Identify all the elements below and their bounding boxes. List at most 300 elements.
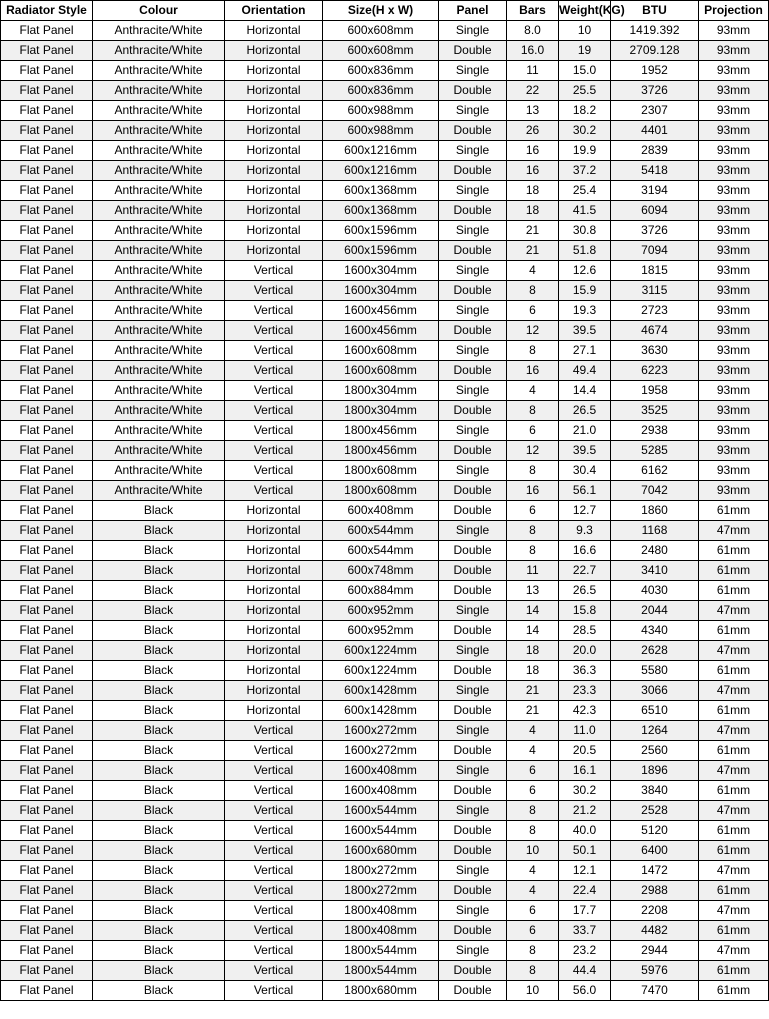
cell-panel: Single — [439, 61, 507, 81]
cell-style: Flat Panel — [1, 521, 93, 541]
cell-weight: 30.4 — [559, 461, 611, 481]
cell-btu: 5418 — [611, 161, 699, 181]
cell-btu: 6223 — [611, 361, 699, 381]
cell-weight: 30.2 — [559, 781, 611, 801]
table-row — [1, 781, 769, 801]
cell-style: Flat Panel — [1, 601, 93, 621]
cell-size: 600x988mm — [323, 101, 439, 121]
cell-size: 1800x456mm — [323, 441, 439, 461]
cell-btu: 4482 — [611, 921, 699, 941]
cell-weight: 22.7 — [559, 561, 611, 581]
cell-style: Flat Panel — [1, 181, 93, 201]
table-row — [1, 541, 769, 561]
cell-btu: 5120 — [611, 821, 699, 841]
cell-colour: Anthracite/White — [93, 421, 225, 441]
cell-projection: 93mm — [699, 241, 769, 261]
cell-btu: 1168 — [611, 521, 699, 541]
cell-orientation: Horizontal — [225, 141, 323, 161]
cell-panel: Single — [439, 901, 507, 921]
cell-btu: 7470 — [611, 981, 699, 1001]
cell-weight: 12.6 — [559, 261, 611, 281]
cell-colour: Anthracite/White — [93, 101, 225, 121]
cell-weight: 28.5 — [559, 621, 611, 641]
cell-btu: 4340 — [611, 621, 699, 641]
cell-style: Flat Panel — [1, 481, 93, 501]
cell-size: 600x608mm — [323, 41, 439, 61]
cell-panel: Double — [439, 81, 507, 101]
cell-colour: Black — [93, 561, 225, 581]
cell-style: Flat Panel — [1, 981, 93, 1001]
cell-orientation: Vertical — [225, 261, 323, 281]
cell-size: 600x544mm — [323, 521, 439, 541]
cell-btu: 6162 — [611, 461, 699, 481]
cell-orientation: Horizontal — [225, 501, 323, 521]
table-row — [1, 461, 769, 481]
cell-size: 1600x304mm — [323, 261, 439, 281]
cell-size: 1800x304mm — [323, 381, 439, 401]
table-row — [1, 981, 769, 1001]
cell-orientation: Horizontal — [225, 521, 323, 541]
cell-colour: Anthracite/White — [93, 281, 225, 301]
cell-btu: 5580 — [611, 661, 699, 681]
cell-projection: 61mm — [699, 741, 769, 761]
cell-projection: 93mm — [699, 301, 769, 321]
cell-panel: Double — [439, 781, 507, 801]
cell-projection: 93mm — [699, 21, 769, 41]
cell-btu: 3840 — [611, 781, 699, 801]
cell-size: 600x952mm — [323, 601, 439, 621]
cell-style: Flat Panel — [1, 741, 93, 761]
cell-size: 1600x544mm — [323, 821, 439, 841]
cell-btu: 6510 — [611, 701, 699, 721]
cell-panel: Single — [439, 261, 507, 281]
cell-weight: 25.5 — [559, 81, 611, 101]
cell-orientation: Horizontal — [225, 641, 323, 661]
cell-colour: Black — [93, 581, 225, 601]
cell-bars: 6 — [507, 781, 559, 801]
cell-style: Flat Panel — [1, 561, 93, 581]
header-size: Size(H x W) — [323, 1, 439, 21]
cell-style: Flat Panel — [1, 421, 93, 441]
cell-projection: 47mm — [699, 601, 769, 621]
cell-style: Flat Panel — [1, 201, 93, 221]
cell-btu: 3726 — [611, 81, 699, 101]
cell-orientation: Vertical — [225, 761, 323, 781]
cell-orientation: Vertical — [225, 941, 323, 961]
cell-panel: Double — [439, 201, 507, 221]
cell-colour: Black — [93, 721, 225, 741]
cell-bars: 21 — [507, 681, 559, 701]
cell-weight: 41.5 — [559, 201, 611, 221]
cell-projection: 61mm — [699, 701, 769, 721]
cell-size: 1600x608mm — [323, 341, 439, 361]
cell-btu: 4401 — [611, 121, 699, 141]
cell-projection: 93mm — [699, 161, 769, 181]
cell-style: Flat Panel — [1, 861, 93, 881]
cell-bars: 21 — [507, 241, 559, 261]
cell-projection: 93mm — [699, 181, 769, 201]
cell-size: 600x1216mm — [323, 161, 439, 181]
cell-size: 1600x544mm — [323, 801, 439, 821]
cell-weight: 19.9 — [559, 141, 611, 161]
cell-orientation: Vertical — [225, 441, 323, 461]
cell-orientation: Horizontal — [225, 181, 323, 201]
cell-size: 1800x272mm — [323, 881, 439, 901]
cell-btu: 6400 — [611, 841, 699, 861]
cell-style: Flat Panel — [1, 961, 93, 981]
cell-btu: 1952 — [611, 61, 699, 81]
cell-projection: 93mm — [699, 401, 769, 421]
cell-projection: 93mm — [699, 221, 769, 241]
cell-weight: 15.8 — [559, 601, 611, 621]
cell-colour: Black — [93, 681, 225, 701]
cell-orientation: Horizontal — [225, 541, 323, 561]
cell-bars: 4 — [507, 721, 559, 741]
cell-panel: Double — [439, 281, 507, 301]
cell-orientation: Horizontal — [225, 241, 323, 261]
cell-projection: 61mm — [699, 561, 769, 581]
table-row — [1, 481, 769, 501]
table-row — [1, 281, 769, 301]
cell-btu: 2208 — [611, 901, 699, 921]
cell-colour: Black — [93, 641, 225, 661]
cell-orientation: Vertical — [225, 841, 323, 861]
cell-weight: 20.0 — [559, 641, 611, 661]
table-row — [1, 901, 769, 921]
cell-bars: 6 — [507, 761, 559, 781]
cell-colour: Black — [93, 861, 225, 881]
cell-btu: 7094 — [611, 241, 699, 261]
cell-size: 1800x408mm — [323, 921, 439, 941]
cell-btu: 1264 — [611, 721, 699, 741]
cell-btu: 2938 — [611, 421, 699, 441]
table-row — [1, 761, 769, 781]
cell-colour: Anthracite/White — [93, 461, 225, 481]
cell-btu: 5285 — [611, 441, 699, 461]
cell-btu: 4030 — [611, 581, 699, 601]
table-row — [1, 441, 769, 461]
table-row — [1, 141, 769, 161]
cell-style: Flat Panel — [1, 41, 93, 61]
cell-bars: 18 — [507, 641, 559, 661]
cell-style: Flat Panel — [1, 401, 93, 421]
cell-colour: Anthracite/White — [93, 141, 225, 161]
cell-weight: 21.0 — [559, 421, 611, 441]
cell-style: Flat Panel — [1, 281, 93, 301]
cell-style: Flat Panel — [1, 261, 93, 281]
cell-style: Flat Panel — [1, 661, 93, 681]
cell-colour: Anthracite/White — [93, 41, 225, 61]
cell-size: 1600x408mm — [323, 781, 439, 801]
cell-weight: 49.4 — [559, 361, 611, 381]
cell-btu: 3115 — [611, 281, 699, 301]
cell-bars: 22 — [507, 81, 559, 101]
table-row — [1, 361, 769, 381]
cell-orientation: Horizontal — [225, 21, 323, 41]
cell-style: Flat Panel — [1, 541, 93, 561]
cell-weight: 56.1 — [559, 481, 611, 501]
cell-size: 1800x544mm — [323, 961, 439, 981]
cell-panel: Double — [439, 881, 507, 901]
cell-projection: 47mm — [699, 681, 769, 701]
cell-bars: 4 — [507, 881, 559, 901]
cell-colour: Black — [93, 501, 225, 521]
table-row — [1, 581, 769, 601]
cell-btu: 1815 — [611, 261, 699, 281]
cell-orientation: Horizontal — [225, 581, 323, 601]
header-radiator-style: Radiator Style — [1, 1, 93, 21]
table-row — [1, 921, 769, 941]
table-row — [1, 341, 769, 361]
header-colour: Colour — [93, 1, 225, 21]
cell-panel: Single — [439, 521, 507, 541]
cell-bars: 6 — [507, 501, 559, 521]
table-row — [1, 161, 769, 181]
cell-bars: 11 — [507, 61, 559, 81]
table-row — [1, 21, 769, 41]
cell-colour: Anthracite/White — [93, 321, 225, 341]
cell-btu: 3066 — [611, 681, 699, 701]
cell-weight: 42.3 — [559, 701, 611, 721]
cell-panel: Single — [439, 601, 507, 621]
cell-colour: Black — [93, 921, 225, 941]
cell-style: Flat Panel — [1, 641, 93, 661]
cell-panel: Double — [439, 361, 507, 381]
cell-style: Flat Panel — [1, 441, 93, 461]
cell-style: Flat Panel — [1, 341, 93, 361]
cell-orientation: Horizontal — [225, 701, 323, 721]
cell-size: 1600x304mm — [323, 281, 439, 301]
table-row — [1, 81, 769, 101]
cell-bars: 12 — [507, 321, 559, 341]
cell-bars: 26 — [507, 121, 559, 141]
cell-style: Flat Panel — [1, 801, 93, 821]
cell-bars: 4 — [507, 741, 559, 761]
cell-projection: 61mm — [699, 621, 769, 641]
cell-size: 1600x680mm — [323, 841, 439, 861]
cell-panel: Double — [439, 501, 507, 521]
cell-weight: 23.3 — [559, 681, 611, 701]
cell-colour: Black — [93, 781, 225, 801]
cell-panel: Double — [439, 741, 507, 761]
cell-projection: 47mm — [699, 761, 769, 781]
table-row — [1, 621, 769, 641]
cell-btu: 2480 — [611, 541, 699, 561]
cell-bars: 16.0 — [507, 41, 559, 61]
cell-projection: 61mm — [699, 501, 769, 521]
cell-style: Flat Panel — [1, 221, 93, 241]
cell-panel: Single — [439, 801, 507, 821]
cell-btu: 2044 — [611, 601, 699, 621]
cell-projection: 93mm — [699, 421, 769, 441]
cell-panel: Single — [439, 421, 507, 441]
table-row — [1, 61, 769, 81]
cell-colour: Black — [93, 841, 225, 861]
header-btu: BTU — [611, 1, 699, 21]
cell-projection: 93mm — [699, 201, 769, 221]
cell-colour: Anthracite/White — [93, 481, 225, 501]
cell-bars: 14 — [507, 601, 559, 621]
cell-projection: 61mm — [699, 921, 769, 941]
cell-weight: 51.8 — [559, 241, 611, 261]
header-panel: Panel — [439, 1, 507, 21]
cell-projection: 61mm — [699, 661, 769, 681]
cell-size: 600x836mm — [323, 61, 439, 81]
cell-btu: 1958 — [611, 381, 699, 401]
cell-btu: 2560 — [611, 741, 699, 761]
cell-style: Flat Panel — [1, 101, 93, 121]
cell-colour: Black — [93, 941, 225, 961]
cell-orientation: Vertical — [225, 461, 323, 481]
cell-weight: 21.2 — [559, 801, 611, 821]
cell-size: 600x544mm — [323, 541, 439, 561]
cell-orientation: Horizontal — [225, 101, 323, 121]
cell-orientation: Vertical — [225, 881, 323, 901]
cell-weight: 44.4 — [559, 961, 611, 981]
cell-style: Flat Panel — [1, 461, 93, 481]
table-row — [1, 261, 769, 281]
cell-btu: 2307 — [611, 101, 699, 121]
cell-bars: 16 — [507, 361, 559, 381]
cell-weight: 17.7 — [559, 901, 611, 921]
cell-panel: Double — [439, 41, 507, 61]
cell-size: 1800x408mm — [323, 901, 439, 921]
cell-colour: Anthracite/White — [93, 341, 225, 361]
cell-orientation: Vertical — [225, 481, 323, 501]
cell-size: 1800x456mm — [323, 421, 439, 441]
cell-colour: Anthracite/White — [93, 181, 225, 201]
cell-bars: 21 — [507, 701, 559, 721]
cell-colour: Black — [93, 801, 225, 821]
table-row — [1, 881, 769, 901]
cell-weight: 27.1 — [559, 341, 611, 361]
cell-style: Flat Panel — [1, 621, 93, 641]
table-row — [1, 201, 769, 221]
cell-orientation: Vertical — [225, 401, 323, 421]
table-row — [1, 741, 769, 761]
cell-colour: Anthracite/White — [93, 441, 225, 461]
cell-style: Flat Panel — [1, 501, 93, 521]
table-row — [1, 501, 769, 521]
cell-weight: 16.6 — [559, 541, 611, 561]
cell-projection: 61mm — [699, 541, 769, 561]
cell-bars: 13 — [507, 581, 559, 601]
cell-orientation: Horizontal — [225, 621, 323, 641]
cell-panel: Double — [439, 441, 507, 461]
table-row — [1, 241, 769, 261]
cell-projection: 93mm — [699, 341, 769, 361]
cell-btu: 1419.392 — [611, 21, 699, 41]
cell-orientation: Horizontal — [225, 121, 323, 141]
cell-size: 1800x272mm — [323, 861, 439, 881]
cell-panel: Double — [439, 921, 507, 941]
cell-size: 1600x456mm — [323, 301, 439, 321]
cell-orientation: Vertical — [225, 741, 323, 761]
cell-style: Flat Panel — [1, 821, 93, 841]
cell-btu: 7042 — [611, 481, 699, 501]
cell-colour: Black — [93, 961, 225, 981]
cell-weight: 12.1 — [559, 861, 611, 881]
cell-bars: 4 — [507, 861, 559, 881]
cell-bars: 18 — [507, 201, 559, 221]
header-bars: Bars — [507, 1, 559, 21]
cell-orientation: Vertical — [225, 721, 323, 741]
cell-projection: 47mm — [699, 901, 769, 921]
cell-bars: 8 — [507, 961, 559, 981]
cell-style: Flat Panel — [1, 141, 93, 161]
cell-bars: 8 — [507, 521, 559, 541]
cell-projection: 93mm — [699, 121, 769, 141]
cell-weight: 10 — [559, 21, 611, 41]
cell-orientation: Horizontal — [225, 601, 323, 621]
cell-btu: 3410 — [611, 561, 699, 581]
cell-projection: 93mm — [699, 61, 769, 81]
cell-panel: Double — [439, 961, 507, 981]
cell-bars: 6 — [507, 901, 559, 921]
table-row — [1, 521, 769, 541]
table-row — [1, 641, 769, 661]
cell-btu: 1472 — [611, 861, 699, 881]
cell-bars: 18 — [507, 181, 559, 201]
cell-orientation: Vertical — [225, 901, 323, 921]
cell-size: 1600x408mm — [323, 761, 439, 781]
cell-orientation: Horizontal — [225, 681, 323, 701]
cell-panel: Single — [439, 101, 507, 121]
cell-bars: 14 — [507, 621, 559, 641]
cell-orientation: Vertical — [225, 381, 323, 401]
cell-orientation: Horizontal — [225, 661, 323, 681]
cell-style: Flat Panel — [1, 241, 93, 261]
table-row — [1, 321, 769, 341]
cell-size: 600x1428mm — [323, 681, 439, 701]
cell-size: 600x408mm — [323, 501, 439, 521]
cell-panel: Double — [439, 661, 507, 681]
cell-weight: 11.0 — [559, 721, 611, 741]
header-weight: Weight(KG) — [559, 1, 611, 21]
table-row — [1, 421, 769, 441]
cell-weight: 22.4 — [559, 881, 611, 901]
header-orientation: Orientation — [225, 1, 323, 21]
cell-panel: Double — [439, 481, 507, 501]
cell-bars: 16 — [507, 481, 559, 501]
cell-panel: Single — [439, 181, 507, 201]
cell-colour: Anthracite/White — [93, 401, 225, 421]
cell-weight: 50.1 — [559, 841, 611, 861]
cell-style: Flat Panel — [1, 121, 93, 141]
cell-projection: 61mm — [699, 961, 769, 981]
cell-colour: Black — [93, 821, 225, 841]
cell-weight: 20.5 — [559, 741, 611, 761]
cell-colour: Black — [93, 661, 225, 681]
cell-size: 1800x608mm — [323, 461, 439, 481]
cell-orientation: Vertical — [225, 961, 323, 981]
cell-bars: 13 — [507, 101, 559, 121]
cell-bars: 6 — [507, 301, 559, 321]
cell-colour: Black — [93, 521, 225, 541]
cell-orientation: Vertical — [225, 341, 323, 361]
cell-bars: 4 — [507, 381, 559, 401]
cell-panel: Single — [439, 341, 507, 361]
cell-size: 600x748mm — [323, 561, 439, 581]
cell-orientation: Vertical — [225, 801, 323, 821]
cell-size: 1600x272mm — [323, 741, 439, 761]
table-row — [1, 681, 769, 701]
cell-bars: 12 — [507, 441, 559, 461]
cell-panel: Double — [439, 581, 507, 601]
cell-btu: 2839 — [611, 141, 699, 161]
cell-projection: 93mm — [699, 321, 769, 341]
cell-size: 1800x680mm — [323, 981, 439, 1001]
